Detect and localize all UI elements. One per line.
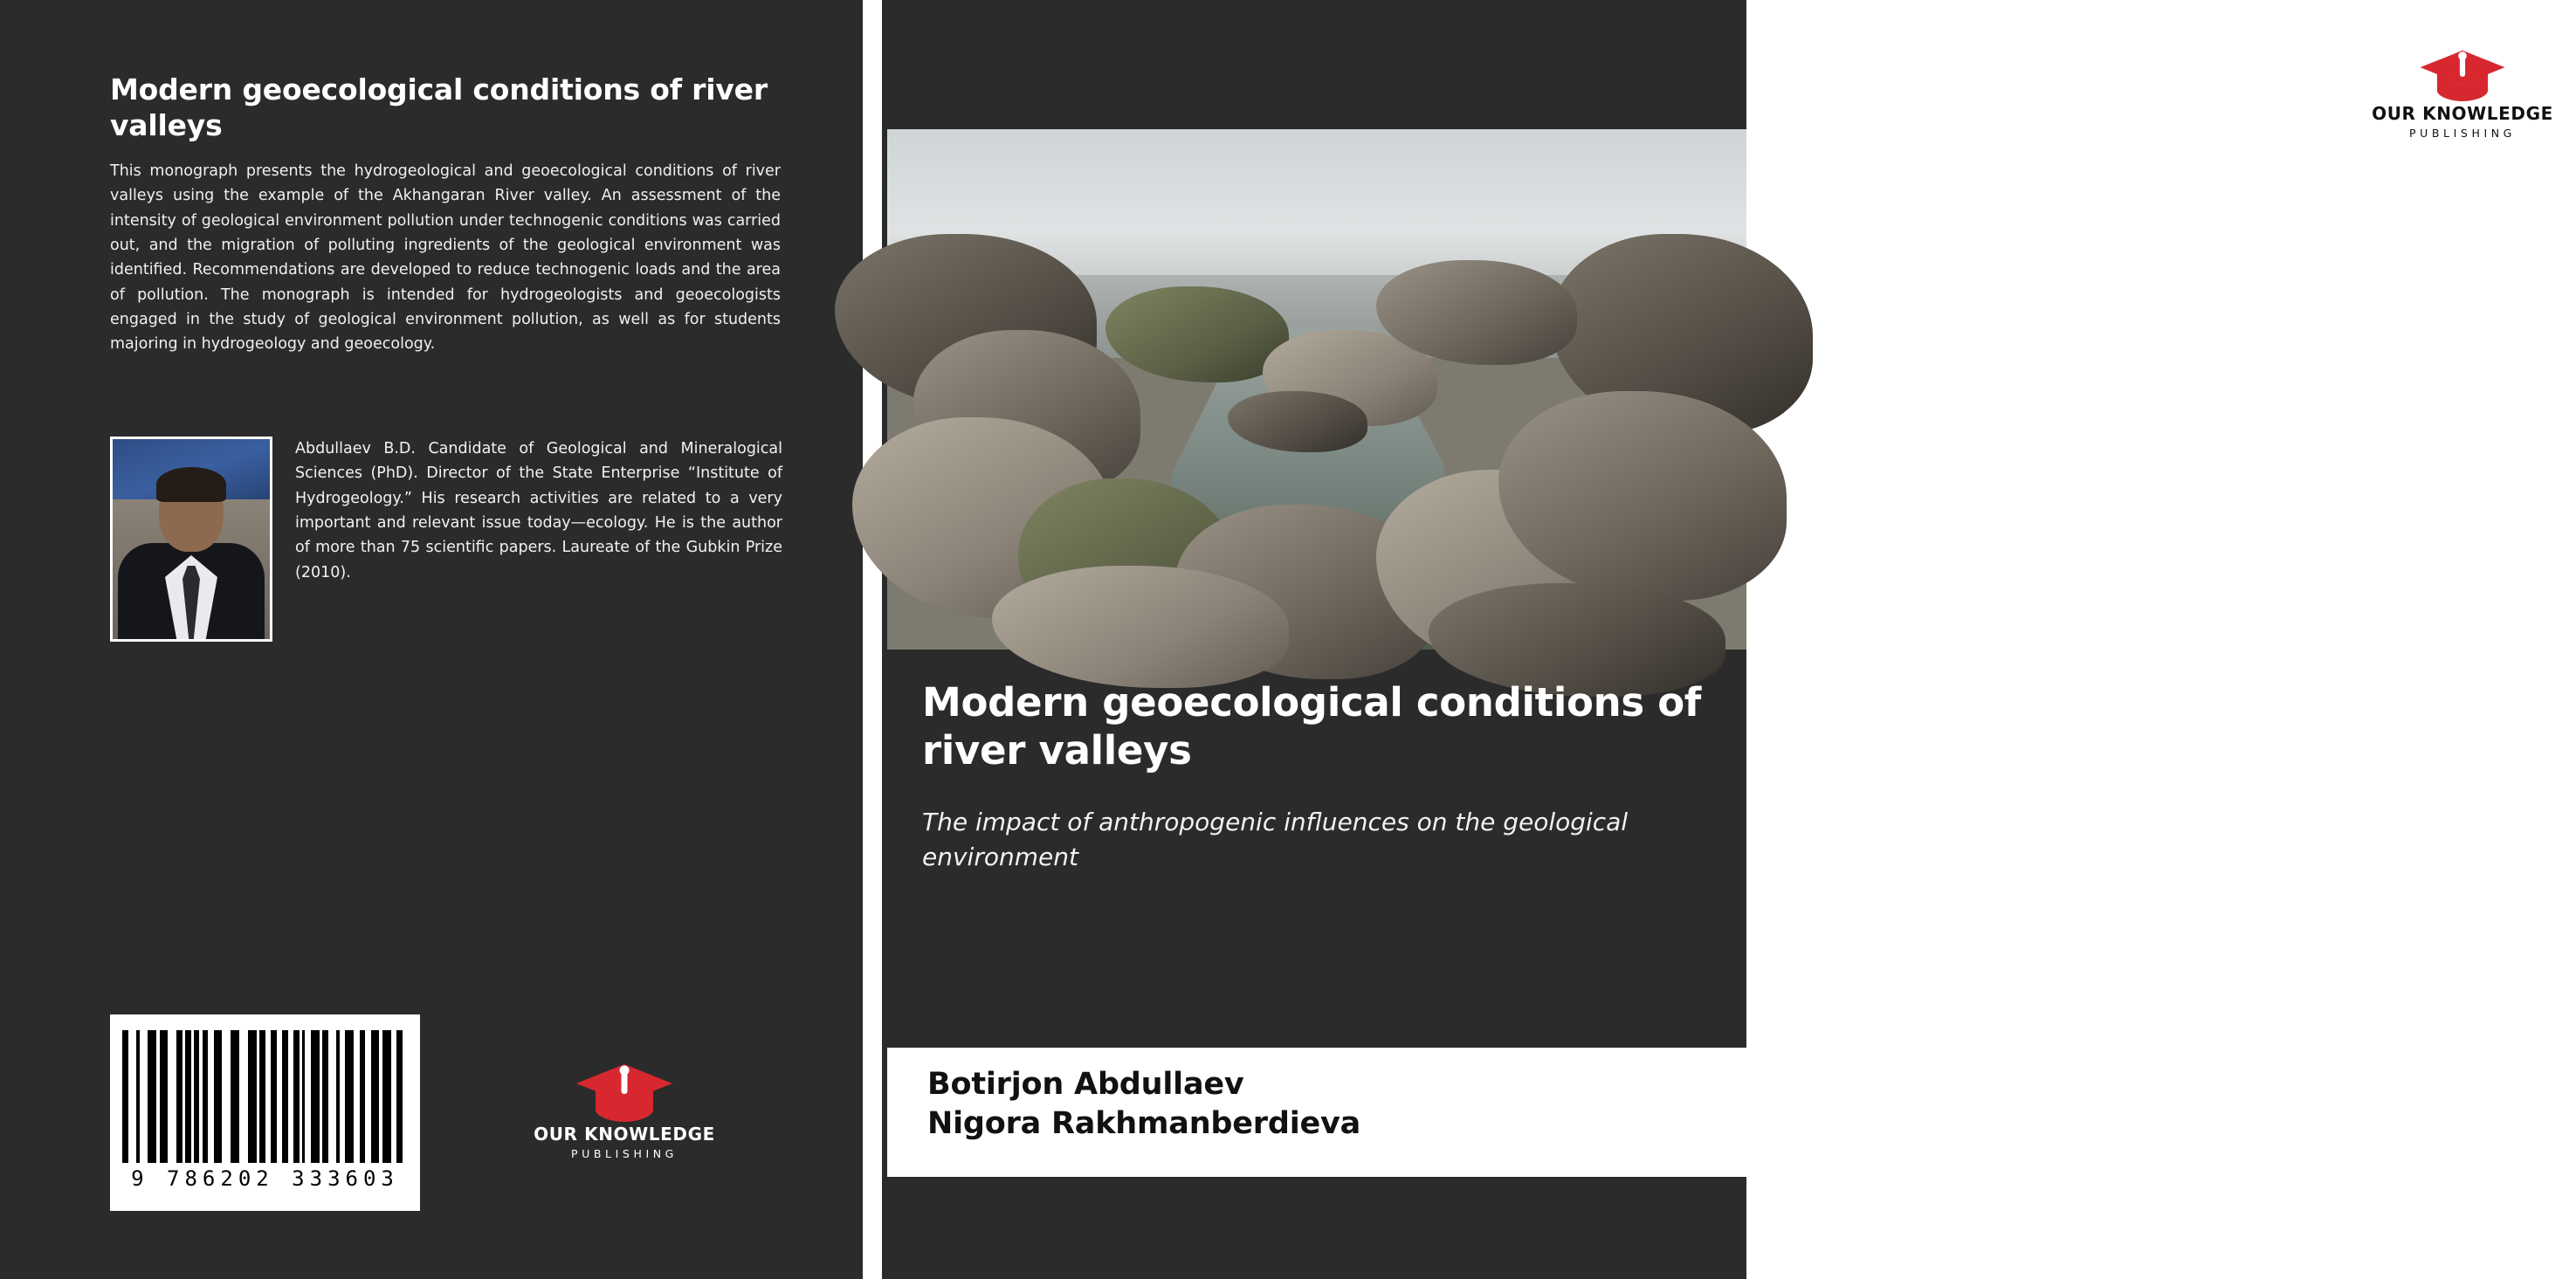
photo-hair [156, 467, 226, 502]
author-photo [110, 437, 272, 642]
author-name-primary: Botirjon Abdullaev [927, 1067, 1244, 1102]
front-cover-title: Modern geoecological conditions of river valleys [922, 679, 1702, 774]
front-cover [882, 0, 2553, 1279]
back-cover [0, 0, 863, 1279]
barcode-digits: 9 786202 333603 [131, 1166, 399, 1191]
graduation-cap-icon [2417, 47, 2508, 103]
book-spine [863, 0, 882, 1279]
front-cover-subtitle: The impact of anthropogenic influences on the geological environment [922, 807, 1629, 871]
authors-bar [887, 1048, 1746, 1177]
graduation-cap-icon [573, 1061, 676, 1124]
photo-rock [992, 566, 1289, 688]
barcode [110, 1014, 420, 1211]
cover-photo-rocky-coast [887, 129, 1746, 650]
publisher-subtitle: PUBLISHING [2409, 127, 2516, 140]
publisher-name: OUR KNOWLEDGE [2372, 103, 2553, 124]
front-title-block [922, 679, 1708, 874]
publisher-subtitle: PUBLISHING [571, 1147, 678, 1160]
photo-rock [1105, 286, 1289, 382]
publisher-logo-back [524, 1061, 725, 1161]
back-cover-title: Modern geoecological conditions of river valleys [110, 72, 768, 143]
back-cover-description: This monograph presents the hydrogeological and geoecological conditions of river valleys using the example of the Akhangaran River valley. An assessment of the intensity of geological environment pollution under technogenic conditions was carried out, and the migration of polluting ingredients of the geological environment was identified. Recommendations are developed to reduce technogenic loads and the area of pollution. The monograph is intended for hydrogeologists and geoecologists engaged in the study of geological environment pollution, as well as for students majoring in hydrogeology and geoecology. [110, 162, 781, 354]
publisher-logo-front [2349, 35, 2576, 155]
publisher-name: OUR KNOWLEDGE [534, 1124, 715, 1145]
author-biography: Abdullaev B.D. Candidate of Geological and Mineralogical Sciences (PhD). Director of the State Enterprise “Institute of Hydrogeology.” His research activities are related to a very important and relevant issue today—ecology. He is the author of more than 75 scientific papers. Laureate of the Gubkin Prize (2010). [295, 440, 782, 581]
barcode-bars [122, 1030, 408, 1163]
author-name-secondary: Nigora Rakhmanberdieva [927, 1105, 1361, 1141]
